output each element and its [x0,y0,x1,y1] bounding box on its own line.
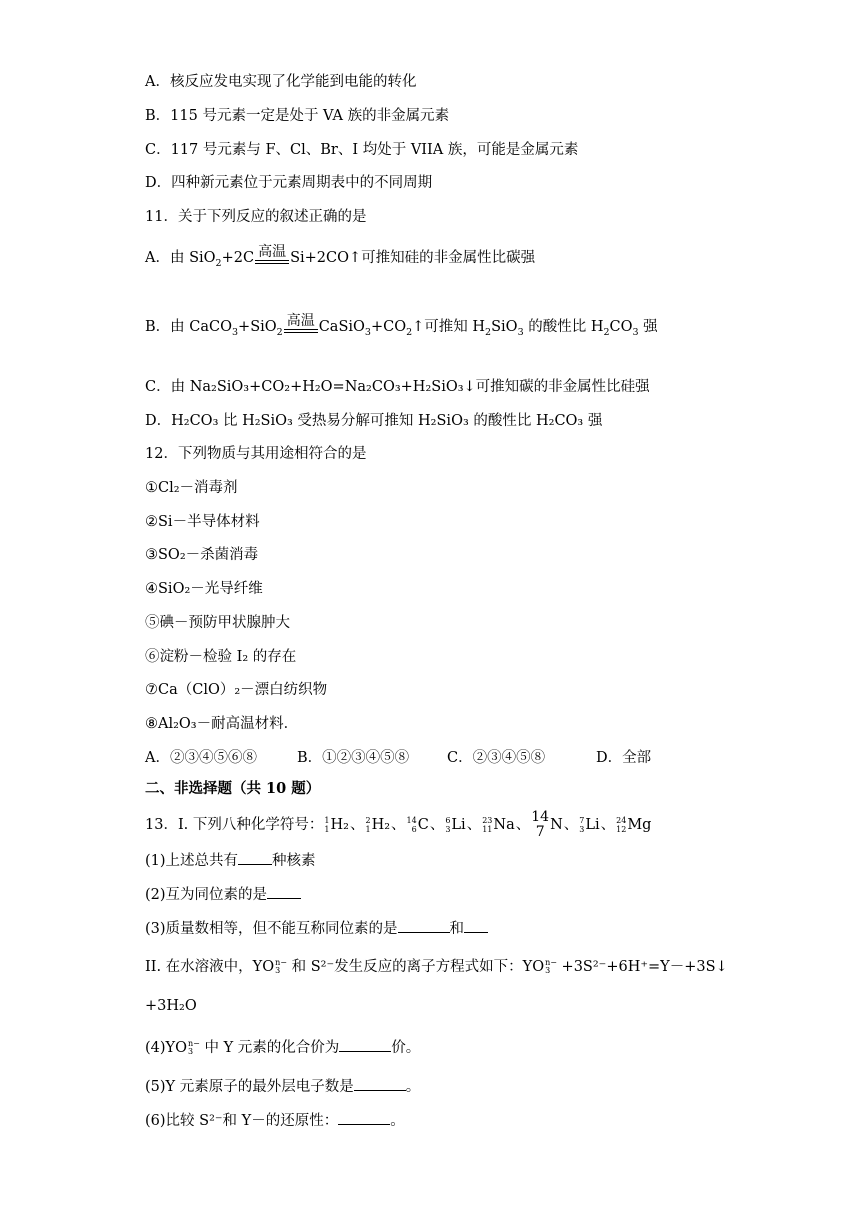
q11-stem: 11．关于下列反应的叙述正确的是 [145,209,367,225]
q12-option-a: A．②③④⑤⑥⑧ [145,750,257,766]
q13-part-3: (3)质量数相等，但不能互称同位素的是 和 [145,918,488,939]
q12-item-1: ①Cl₂－消毒剂 [145,480,238,496]
q13-stem: 13．I. 下列八种化学符号： 1 1 H₂、 2 1 H₂、 14 6 C、 6 3 Li、 23 11 Na、 14 7 N、 7 3 Li、 24 12 Mg [145,809,652,840]
q11-option-b: B．由 CaCO$_3$+SiO$_2$ 高温 $CaSiO_3+CO_2↑$可推知 $H_2SiO_3$ 的酸性比 $H_2CO_3$ 强 [145,313,658,338]
q13-part-2: (2)互为同位素的是 [145,884,301,905]
nuclide-symbol: 14 6 C [406,816,429,834]
nuclide-symbol: 7 3 Li [579,816,600,834]
q12-item-5: ⑤碘－预防甲状腺肿大 [145,615,290,631]
nuclide-symbol: 14 7 N [531,809,563,840]
q12-item-4: ④SiO₂－光导纤维 [145,581,263,597]
q10-option-c: C．117 号元素与 F、Cl、Br、I 均处于 VIIA 族，可能是金属元素 [145,142,579,158]
q11-option-d: D．H₂CO₃ 比 H₂SiO₃ 受热易分解可推知 H₂SiO₃ 的酸性比 H₂CO₃ 强 [145,413,603,429]
q12-option-b: B．①②③④⑤⑧ [297,750,410,766]
q12-item-7: ⑦Ca（ClO）₂－漂白纺织物 [145,682,328,698]
q13-part-ii-cont: +3H₂O [145,998,197,1014]
q11-option-a: A．由 SiO$_2$+2C 高温 Si+2CO↑可推知硅的非金属性比碳强 [145,244,536,269]
q12-stem: 12．下列物质与其用途相符合的是 [145,446,367,462]
q12-option-c: C．②③④⑤⑧ [447,750,546,766]
q12-option-d: D．全部 [596,750,652,766]
q13-part-1: (1)上述总共有 种核素 [145,850,316,871]
q12-item-8: ⑧Al₂O₃－耐高温材料． [145,716,299,732]
q13-part-ii: II. 在水溶液中，YO n− 3 和 S²⁻发生反应的离子方程式如下：YO n− 3 +3S²⁻+6H⁺=Y－+3S↓ [145,958,728,975]
condition-mark: 高温 [255,245,289,268]
section-heading: 二、非选择题（共 10 题） [145,780,321,797]
nuclide-symbol: 2 1 H₂ [365,816,391,834]
q12-item-3: ③SO₂－杀菌消毒 [145,547,259,563]
q10-option-d: D．四种新元素位于元素周期表中的不同周期 [145,175,433,191]
q13-part-6: (6)比较 S²⁻和 Y－的还原性： 。 [145,1110,405,1131]
condition-mark: 高温 [284,314,318,337]
q13-part-4: (4)YO n− 3 中 Y 元素的化合价为 价。 [145,1039,421,1056]
nuclide-symbol: 6 3 Li [445,816,466,834]
q10-option-a: A．核反应发电实现了化学能到电能的转化 [145,74,417,90]
q12-options [145,748,651,768]
nuclide-symbol: 1 1 H₂ [324,816,349,834]
nuclide-symbol: 24 12 Mg [616,816,652,834]
q11-option-c: C．由 Na₂SiO₃+CO₂+H₂O=Na₂CO₃+H₂SiO₃↓可推知碳的非金属性比硅强 [145,379,650,395]
q12-item-6: ⑥淀粉－检验 I₂ 的存在 [145,649,297,665]
q10-option-b: B．115 号元素一定是处于 VA 族的非金属元素 [145,108,450,124]
q12-item-2: ②Si－半导体材料 [145,514,260,530]
nuclide-symbol: 23 11 Na [482,816,515,834]
q13-part-5: (5)Y 元素原子的最外层电子数是 。 [145,1076,420,1097]
